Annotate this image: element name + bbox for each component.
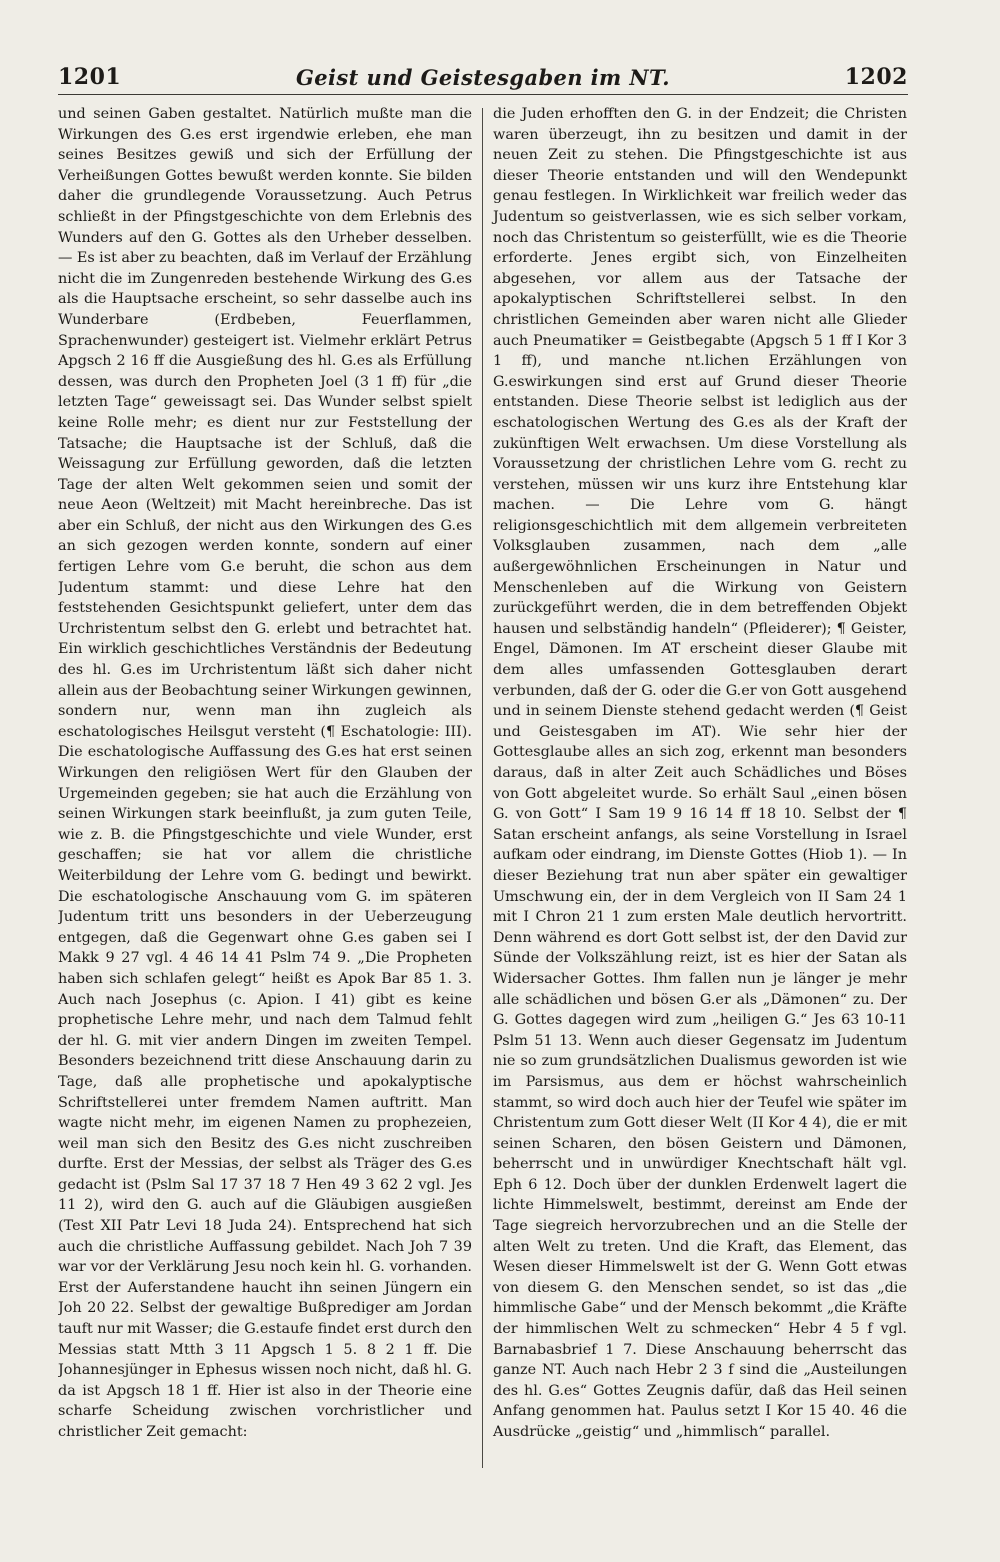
page-number-left: 1201: [58, 64, 122, 90]
running-header: [58, 56, 908, 95]
text-columns: [58, 104, 908, 1544]
right-column: [483, 104, 907, 1544]
running-title: Geist und Geistesgaben im NT.: [295, 65, 671, 90]
left-column-text: und seinen Gaben gestaltet. Natürlich mußte man die Wirkungen des G.es erst irgendwie erleben, ehe man seines Besitzes gewiß und sich der Erfüllung der Verheißungen Gottes bewußt werden konnte. Sie bilden daher die grundlegende Voraussetzung. Auch Petrus schließt in der Pfingstgeschichte von dem Erlebnis des Wunders auf den G. Gottes als den Urheber desselben. — Es ist aber zu beachten, daß im Verlauf der Erzählung nicht die im Zungenreden bestehende Wirkung des G.es als die Hauptsache erscheint, so sehr dasselbe auch ins Wunderbare (Erdbeben, Feuerflammen, Sprachenwunder) gesteigert ist. Vielmehr erklärt Petrus Apgsch 2 16 ff die Ausgießung des hl. G.es als Erfüllung dessen, was durch den Propheten Joel (3 1 ff) für „die letzten Tage“ geweissagt sei. Das Wunder selbst spielt keine Rolle mehr; es dient nur zur Feststellung der Tatsache; die Hauptsache ist der Schluß, daß die Weissagung zur Erfüllung geworden, daß die letzten Tage der alten Welt gekommen seien und somit der neue Aeon (Weltzeit) mit Macht hereinbreche. Das ist aber ein Schluß, der nicht aus den Wirkungen des G.es an sich gezogen werden konnte, sondern auf einer fertigen Lehre vom G.e beruht, die schon aus dem Judentum stammt: und diese Lehre hat den feststehenden Gesichtspunkt geliefert, unter dem das Urchristentum selbst den G. erlebt und betrachtet hat. Ein wirklich geschichtliches Verständnis der Bedeutung des hl. G.es im Urchristentum läßt sich daher nicht allein aus der Beobachtung seiner Wirkungen gewinnen, sondern nur, wenn man ihn zugleich als eschatologisches Heilsgut versteht (¶ Eschatologie: III). Die eschatologische Auffassung des G.es hat erst seinen Wirkungen den religiösen Wert für den Glauben der Urgemeinden gegeben; sie hat auch die Erzählung von seinen Wirkungen stark beeinflußt, ja zum guten Teile, wie z. B. die Pfingstgeschichte und viele Wunder, erst geschaffen; sie hat vor allem die christliche Weiterbildung der Lehre vom G. bedingt und bewirkt. Die eschatologische Anschauung vom G. im späteren Judentum tritt uns besonders in der Ueberzeugung entgegen, daß die Gegenwart ohne G.es gaben sei I Makk 9 27 vgl. 4 46 14 41 Pslm 74 9. „Die Propheten haben sich schlafen gelegt“ heißt es Apok Bar 85 1. 3. Auch nach Josephus (c. Apion. I 41) gibt es keine prophetische Lehre mehr, und nach dem Talmud fehlt der hl. G. mit vier andern Dingen im zweiten Tempel. Besonders bezeichnend tritt diese Anschauung darin zu Tage, daß alle prophetische und apokalyptische Schriftstellerei unter fremdem Namen auftritt. Man wagte nicht mehr, im eigenen Namen zu prophezeien, weil man sich den Besitz des G.es nicht zuschreiben durfte. Erst der Messias, der selbst als Träger des G.es gedacht ist (Pslm Sal 17 37 18 7 Hen 49 3 62 2 vgl. Jes 11 2), wird den G. auch auf die Gläubigen ausgießen (Test XII Patr Levi 18 Juda 24). Entsprechend hat sich auch die christliche Auffassung gebildet. Nach Joh 7 39 war vor der Verklärung Jesu noch kein hl. G. vorhanden. Erst der Auferstandene haucht ihn seinen Jüngern ein Joh 20 22. Selbst der gewaltige Bußprediger am Jordan tauft nur mit Wasser; die G.estaufe findet erst durch den Messias statt Mtth 3 11 Apgsch 1 5. 8 2 1 ff. Die Johannesjünger in Ephesus wissen noch nicht, daß hl. G. da ist Apgsch 18 1 ff. Hier ist also in der Theorie eine scharfe Scheidung zwischen vorchristlicher und christlicher Zeit gemacht:: [58, 106, 472, 1440]
page-number-right: 1202: [844, 64, 908, 90]
left-column: [58, 104, 482, 1544]
right-column-text: die Juden erhofften den G. in der Endzeit; die Christen waren überzeugt, ihn zu besitzen und damit in der neuen Zeit zu stehen. Die Pfingstgeschichte ist aus dieser Theorie entstanden und will den Wendepunkt genau festlegen. In Wirklichkeit war freilich weder das Judentum so geistverlassen, wie es sich selber vorkam, noch das Christentum so geisterfüllt, wie es die Theorie erforderte. Jenes ergibt sich, von Einzelheiten abgesehen, vor allem aus der Tatsache der apokalyptischen Schriftstellerei selbst. In den christlichen Gemeinden aber waren nicht alle Glieder auch Pneumatiker = Geistbegabte (Apgsch 5 1 ff I Kor 3 1 ff), und manche nt.lichen Erzählungen von G.eswirkungen sind erst auf Grund dieser Theorie entstanden. Diese Theorie selbst ist lediglich aus der eschatologischen Wertung des G.es als der Kraft der zukünftigen Welt erwachsen. Um diese Vorstellung als Voraussetzung der christlichen Lehre vom G. recht zu verstehen, müssen wir uns kurz ihre Entstehung klar machen. — Die Lehre vom G. hängt religionsgeschichtlich mit dem allgemein verbreiteten Volksglauben zusammen, nach dem „alle außergewöhnlichen Erscheinungen in Natur und Menschenleben auf die Wirkung von Geistern zurückgeführt werden, die in dem betreffenden Objekt hausen und selbständig handeln“ (Pfleiderer); ¶ Geister, Engel, Dämonen. Im AT erscheint dieser Glaube mit dem alles umfassenden Gottesglauben derart verbunden, daß der G. oder die G.er von Gott ausgehend und in seinem Dienste stehend gedacht werden (¶ Geist und Geistesgaben im AT). Wie sehr hier der Gottesglaube alles an sich zog, erkennt man besonders daraus, daß in alter Zeit auch Schädliches und Böses von Gott abgeleitet wurde. So erhält Saul „einen bösen G. von Gott“ I Sam 19 9 16 14 ff 18 10. Selbst der ¶ Satan erscheint anfangs, als seine Vorstellung in Israel aufkam oder eindrang, im Dienste Gottes (Hiob 1). — In dieser Beziehung trat nun aber später ein gewaltiger Umschwung ein, der in dem Vergleich von II Sam 24 1 mit I Chron 21 1 zum ersten Male deutlich hervortritt. Denn während es dort Gott selbst ist, der den David zur Sünde der Volkszählung reizt, ist es hier der Satan als Widersacher Gottes. Ihm fallen nun je länger je mehr alle schädlichen und bösen G.er als „Dämonen“ zu. Der G. Gottes dagegen wird zum „heiligen G.“ Jes 63 10-11 Pslm 51 13. Wenn auch dieser Gegensatz im Judentum nie so zum grundsätzlichen Dualismus geworden ist wie im Parsismus, aus dem er höchst wahrscheinlich stammt, so wird doch auch hier der Teufel wie später im Christentum zum Gott dieser Welt (II Kor 4 4), die er mit seinen Scharen, den bösen Geistern und Dämonen, beherrscht und in unwürdiger Knechtschaft hält vgl. Eph 6 12. Doch über der dunklen Erdenwelt lagert die lichte Himmelswelt, bestimmt, dereinst am Ende der Tage siegreich hervorzubrechen und an die Stelle der alten Welt zu treten. Und die Kraft, das Element, das Wesen dieser Himmelswelt ist der G. Wenn Gott etwas von diesem G. den Menschen sendet, so ist das „die himmlische Gabe“ und der Mensch bekommt „die Kräfte der himmlischen Welt zu schmecken“ Hebr 4 5 f vgl. Barnabasbrief 1 7. Diese Anschauung beherrscht das ganze NT. Auch nach Hebr 2 3 f sind die „Austeilungen des hl. G.es“ Gottes Zeugnis dafür, daß das Heil seinen Anfang genommen hat. Paulus setzt I Kor 15 40. 46 die Ausdrücke „geistig“ und „himmlisch“ parallel.: [493, 106, 907, 1440]
